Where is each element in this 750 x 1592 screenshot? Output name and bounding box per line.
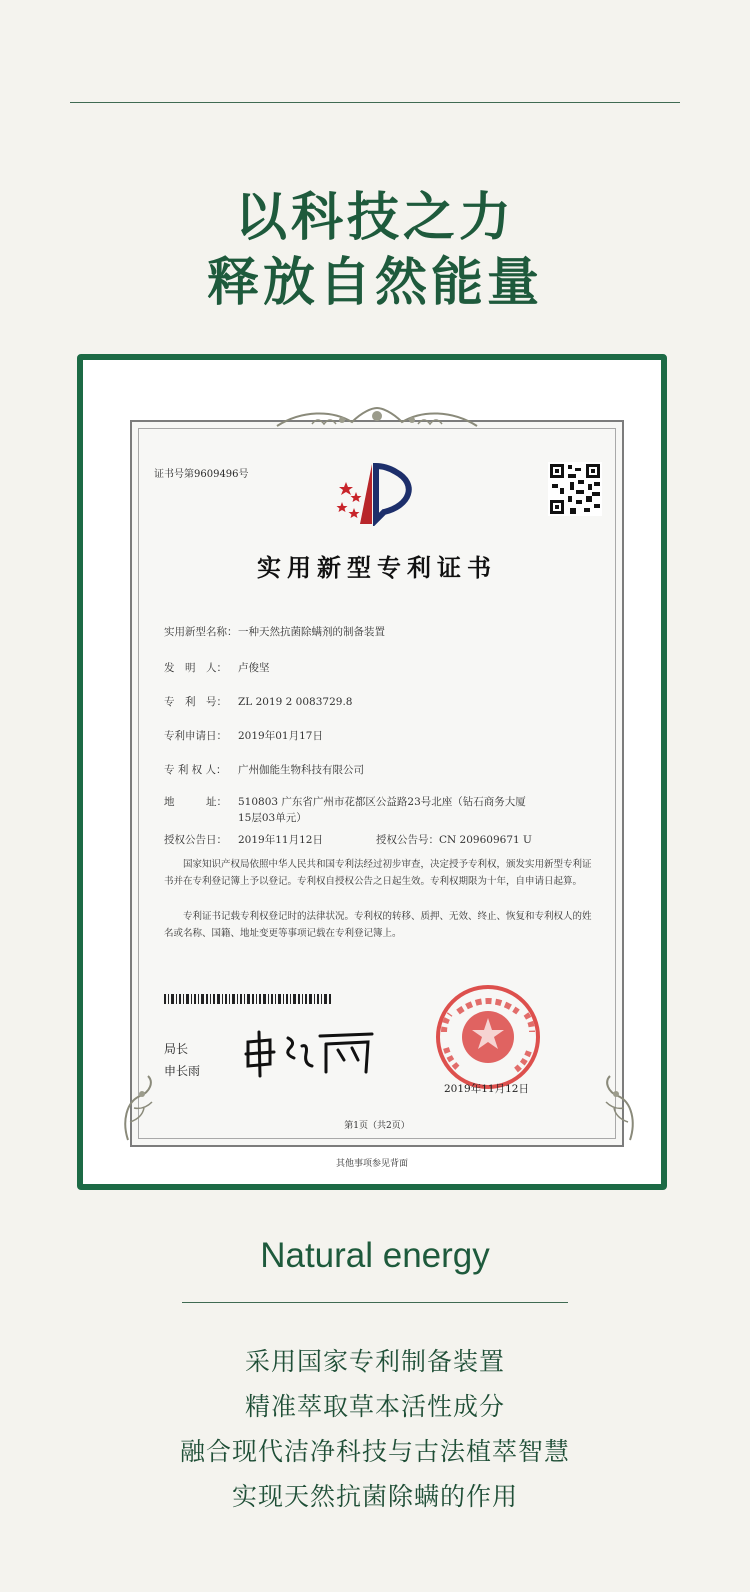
field-label: 授权公告日： (164, 834, 227, 846)
left-corner-ornament-icon (120, 1072, 164, 1142)
certificate-paragraph-1: 国家知识产权局依照中华人民共和国专利法经过初步审查，决定授予专利权，颁发实用新型专利证书并在专利登记簿上予以登记。专利权自授权公告之日起生效。专利权期限为十年，自申请日起算。 (164, 859, 592, 887)
headline-line-1: 以科技之力 (234, 188, 515, 248)
barcode-icon (164, 994, 334, 1004)
field-utility-name (164, 624, 385, 639)
field-label: 专 利 权 人： (164, 764, 227, 776)
field-patentee (164, 762, 364, 777)
seal-date: 2019年11月12日 (444, 1083, 529, 1095)
field-value: 广州伽能生物科技有限公司 (238, 764, 364, 776)
tagline: Natural energy (260, 1236, 490, 1275)
qr-code-icon (548, 462, 602, 516)
field-label: 授权公告号： (376, 834, 439, 846)
certificate-number: 证书号第9609496号 (154, 469, 249, 480)
field-label: 专利申请日： (164, 730, 227, 742)
certificate-frame (77, 354, 667, 1190)
signer-role: 局长 (164, 1042, 189, 1056)
field-value: ZL 2019 2 0083729.8 (238, 696, 353, 708)
signer-name: 申长雨 (164, 1064, 201, 1078)
field-label: 发 明 人： (164, 662, 227, 674)
official-seal-icon (428, 982, 548, 1092)
patent-office-logo-icon (332, 460, 422, 526)
certificate-title: 实用新型专利证书 (257, 553, 497, 582)
field-label: 实用新型名称： (164, 626, 238, 638)
field-value: 2019年01月17日 (238, 730, 323, 742)
field-value: 510803 广东省广州市花都区公益路23号北座（钻石商务大厦15层03单元） (238, 796, 526, 824)
description-line-1: 采用国家专利制备装置 (244, 1347, 505, 1376)
certificate-footnote: 其他事项参见背面 (335, 1159, 408, 1169)
field-label: 专 利 号： (164, 696, 227, 708)
headline-line-2: 释放自然能量 (206, 253, 543, 313)
description-line-2: 精准萃取草本活性成分 (244, 1392, 505, 1421)
right-corner-ornament-icon (594, 1072, 638, 1142)
field-value: 2019年11月12日 (238, 834, 323, 846)
field-value: 卢俊坚 (238, 662, 270, 674)
field-inventor (164, 660, 270, 675)
field-patent-number (164, 694, 352, 709)
tagline-divider (182, 1302, 568, 1303)
handwritten-signature-icon (240, 1028, 380, 1078)
field-application-date (164, 728, 323, 743)
field-grant-date (164, 832, 323, 847)
top-divider (70, 102, 680, 103)
field-announcement-number (376, 832, 532, 847)
field-value: 一种天然抗菌除螨剂的制备装置 (238, 626, 385, 638)
field-label: 地 址： (164, 796, 227, 808)
description-line-3: 融合现代洁净科技与古法植萃智慧 (179, 1437, 570, 1466)
field-address (164, 794, 528, 826)
field-value: CN 209609671 U (439, 834, 532, 846)
certificate-paragraph-2: 专利证书记载专利权登记时的法律状况。专利权的转移、质押、无效、终止、恢复和专利权人的姓名或名称、国籍、地址变更等事项记载在专利登记簿上。 (164, 911, 592, 939)
top-ornament-icon (272, 406, 482, 432)
description-line-4: 实现天然抗菌除螨的作用 (231, 1482, 518, 1511)
patent-certificate (130, 420, 624, 1147)
page-number: 第1页（共2页） (344, 1121, 410, 1131)
